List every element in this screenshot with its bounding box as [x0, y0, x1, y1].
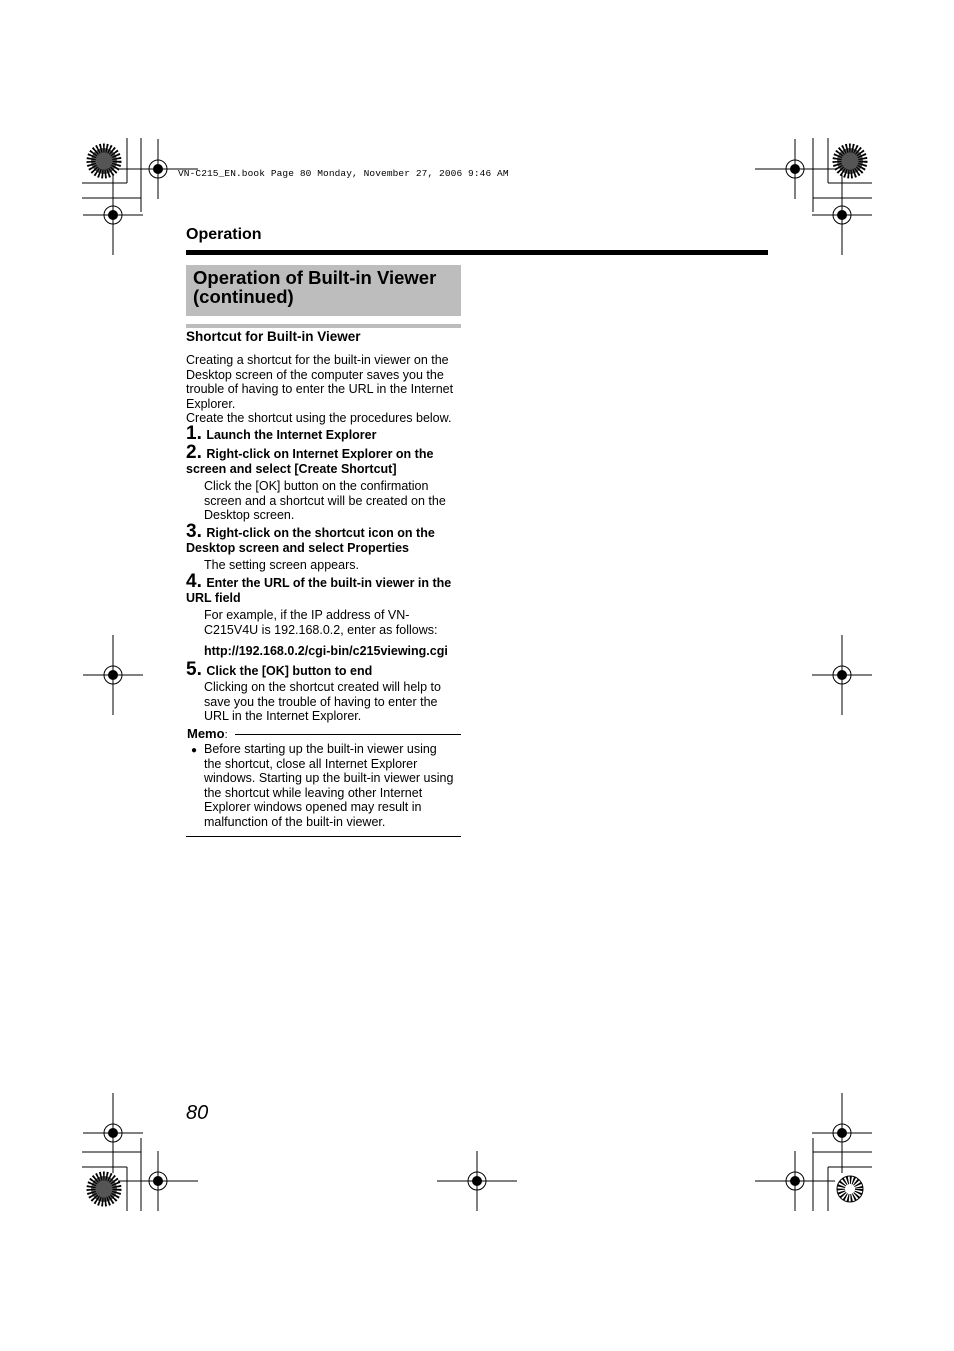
step-title-cont: URL field: [186, 591, 241, 605]
step-title: Click the [OK] button to end: [206, 664, 373, 678]
memo-text: Before starting up the built-in viewer using the shortcut, close all Internet Explorer windows. Starting up the built-in viewer using the shortcut while leaving other Internet Explorer windows opened may result in malfunction of the built-in viewer.: [204, 742, 454, 829]
header-rule: [186, 250, 768, 255]
step-2: [186, 443, 433, 463]
step-title-cont: Desktop screen and select Properties: [186, 541, 410, 555]
step-title-cont: screen and select [Create Shortcut]: [186, 462, 397, 476]
step-number: 2.: [186, 442, 202, 463]
intro-paragraph: Creating a shortcut for the built-in viewer on the Desktop screen of the computer saves you the trouble of having to enter the URL in the Internet Explorer. Create the shortcut using the procedures below.: [186, 353, 454, 425]
memo-colon: :: [224, 729, 228, 741]
title-underline: [186, 324, 461, 328]
step-number: 1.: [186, 423, 202, 444]
step-title: Right-click on Internet Explorer on the: [206, 447, 434, 461]
page-number: 80: [186, 1102, 209, 1124]
step-5: [186, 660, 372, 680]
example-url: http://192.168.0.2/cgi-bin/c215viewing.cgi: [204, 644, 448, 658]
step-3: [186, 522, 435, 542]
print-info: VN-C215_EN.book Page 80 Monday, November 27, 2006 9:46 AM: [178, 168, 509, 179]
step-body: For example, if the IP address of VN- C215V4U is 192.168.0.2, enter as follows:: [204, 608, 438, 637]
bullet-icon: ●: [191, 745, 198, 756]
memo-bottom-rule: [186, 836, 461, 837]
sub-heading: Shortcut for Built-in Viewer: [186, 329, 361, 344]
step-number: 3.: [186, 521, 202, 542]
step-title: Right-click on the shortcut icon on the: [206, 526, 435, 540]
memo-label-text: Memo: [187, 726, 225, 741]
step-number: 5.: [186, 659, 202, 680]
step-title: Enter the URL of the built-in viewer in the: [206, 576, 452, 590]
step-body: Clicking on the shortcut created will help to save you the trouble of having to enter the URL in the Internet Explorer.: [204, 680, 441, 723]
memo-rule: [235, 734, 461, 735]
step-4: [186, 572, 451, 592]
step-body: Click the [OK] button on the confirmation screen and a shortcut will be created on the Desktop screen.: [204, 479, 446, 522]
title-box: [186, 265, 461, 316]
step-number: 4.: [186, 571, 202, 592]
section-label: Operation: [186, 226, 262, 243]
memo-label: [187, 726, 228, 741]
step-1: [186, 424, 376, 444]
page-title: Operation of Built-in Viewer (continued): [193, 267, 437, 307]
step-body: The setting screen appears.: [204, 558, 359, 572]
step-title: Launch the Internet Explorer: [206, 428, 377, 442]
